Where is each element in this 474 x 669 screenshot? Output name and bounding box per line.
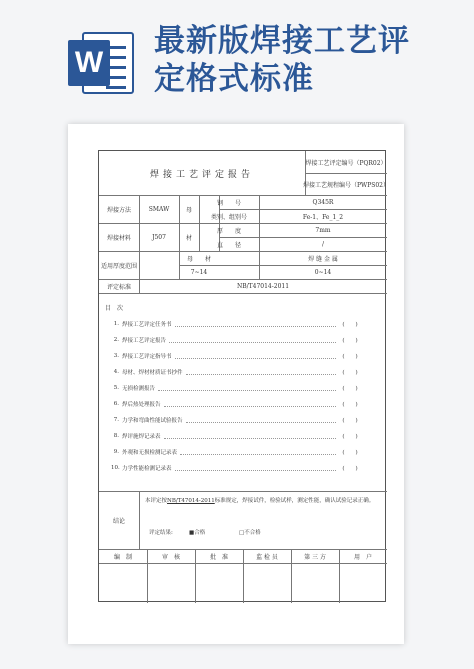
- toc-text: 外观和无损检测记录表: [122, 450, 178, 456]
- pqr-label: 焊接工艺评定编号（PQR02）: [305, 159, 387, 167]
- range-weld-value: 0~14: [314, 268, 332, 276]
- toc-text: 焊后热处理报告: [122, 402, 161, 408]
- toc-item: [111, 399, 361, 409]
- toc-item: [111, 351, 361, 361]
- toc-mark: ( ): [342, 466, 358, 472]
- toc-text: 母材、焊材材质证书抄件: [122, 370, 183, 376]
- category-label: 类别、组别号: [210, 213, 247, 221]
- banner-title-line2: 定格式标准: [154, 61, 314, 97]
- toc-item: [111, 367, 361, 377]
- toc-mark: ( ): [342, 434, 358, 440]
- toc-num: 10.: [111, 465, 120, 471]
- toc-item: [111, 447, 361, 457]
- fail-option[interactable]: □不合格: [239, 530, 261, 536]
- banner-title-line1: 最新版焊接工艺评: [154, 23, 410, 59]
- toc-num: 7.: [113, 417, 119, 423]
- word-document-icon: [66, 30, 136, 96]
- method-value: SMAW: [148, 205, 170, 213]
- toc-text: 无损检测报告: [122, 386, 156, 392]
- toc-text: 焊接工艺评定任务书: [122, 322, 172, 328]
- toc-title: 目 次: [105, 304, 124, 312]
- sign-header: 用 户: [353, 553, 372, 561]
- sign-header: 编 制: [113, 553, 132, 561]
- toc-num: 9.: [113, 449, 119, 455]
- word-letter: W: [68, 40, 110, 86]
- toc-text: 焊评施焊记录表: [122, 434, 161, 440]
- toc-num: 1.: [113, 321, 119, 327]
- sign-header: 第 三 方: [304, 553, 326, 561]
- toc-mark: ( ): [342, 338, 358, 344]
- sign-header: 监 检 员: [256, 553, 278, 561]
- range-weld-label: 焊 缝 金 属: [308, 255, 338, 263]
- sign-header: 批 准: [209, 553, 228, 561]
- banner: [0, 0, 474, 118]
- material-value: J507: [152, 233, 166, 241]
- thickness-value: 7mm: [315, 226, 331, 234]
- conclusion-standard: NB/T47014-2011: [167, 498, 215, 504]
- toc-mark: ( ): [342, 450, 358, 456]
- toc-item: [111, 431, 361, 441]
- conclusion-suffix: 标准规定，焊接试件，检验试样，测定性能，确认试验记录正确。: [214, 498, 375, 504]
- conclusion-text: [145, 497, 381, 506]
- toc-item: [111, 319, 361, 329]
- method-label: 焊接方法: [106, 206, 131, 214]
- result-label: 评定结果:: [149, 530, 173, 536]
- report-form: [98, 150, 389, 602]
- report-title: 焊接工艺评定报告: [149, 169, 254, 180]
- toc-num: 3.: [113, 353, 119, 359]
- pwps-label: 焊接工艺规程编号（PWPS02）: [303, 181, 389, 189]
- material-label: 焊接材料: [106, 234, 131, 242]
- document-page: [68, 124, 404, 644]
- range-base-label: 母 材: [186, 255, 211, 263]
- diameter-value: /: [321, 240, 325, 248]
- toc-item: [111, 335, 361, 345]
- toc-mark: ( ): [342, 418, 358, 424]
- toc-text: 力学性能检测记录表: [122, 466, 172, 472]
- steel-value: Q345R: [312, 198, 334, 206]
- toc-item: [111, 415, 361, 425]
- toc-num: 2.: [113, 337, 119, 343]
- banner-title: [154, 22, 454, 98]
- toc-item: [111, 383, 361, 393]
- toc-num: 6.: [113, 401, 119, 407]
- toc-text: 力学和弯曲性能试验报告: [122, 418, 183, 424]
- standard-label: 评定标准: [106, 283, 131, 291]
- toc-item: [111, 463, 361, 473]
- base-label-1: 母: [185, 206, 192, 214]
- toc-text: 焊接工艺评定指导书: [122, 354, 172, 360]
- category-value: Fe-1、Fe_1_2: [302, 213, 344, 221]
- standard-value: NB/T47014-2011: [236, 282, 290, 290]
- toc-num: 5.: [113, 385, 119, 391]
- pass-option[interactable]: ■合格: [189, 530, 206, 536]
- toc-mark: ( ): [342, 370, 358, 376]
- range-base-value: 7~14: [190, 268, 208, 276]
- steel-label: 钢 号: [216, 199, 241, 207]
- toc-text: 焊接工艺评定报告: [122, 338, 167, 344]
- sign-header: 审 核: [161, 553, 180, 561]
- base-label-2: 材: [185, 234, 192, 242]
- toc-mark: ( ): [342, 386, 358, 392]
- conclusion-label: 结论: [112, 517, 125, 525]
- toc-num: 8.: [113, 433, 119, 439]
- diameter-label: 直 径: [216, 241, 241, 249]
- toc-mark: ( ): [342, 354, 358, 360]
- toc-mark: ( ): [342, 322, 358, 328]
- toc-num: 4.: [113, 369, 119, 375]
- toc-mark: ( ): [342, 402, 358, 408]
- range-label: 适用厚度范围: [100, 262, 137, 270]
- conclusion-prefix: 本评定按: [145, 498, 168, 504]
- thickness-label: 厚 度: [216, 227, 241, 235]
